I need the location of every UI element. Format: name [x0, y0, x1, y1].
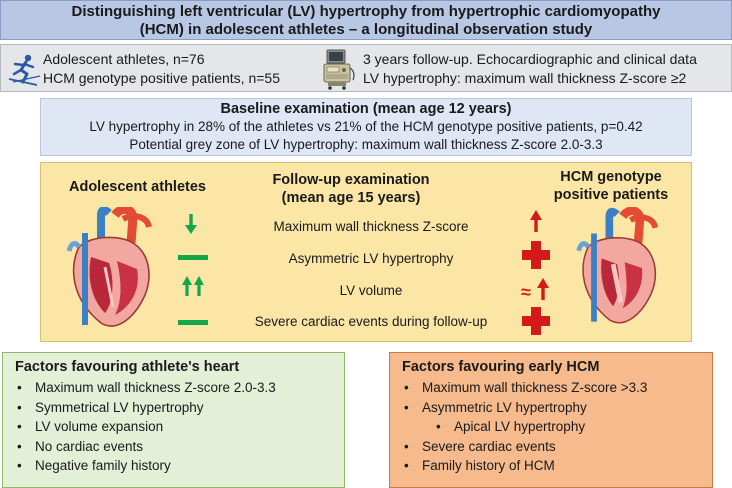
- down-arrow-icon: [184, 213, 198, 235]
- followup-title-line-2: (mean age 15 years): [281, 190, 421, 206]
- list-sub-item: • Apical LV hypertrophy: [402, 417, 712, 437]
- list-item: • Severe cardiac events: [402, 437, 712, 457]
- athlete-factors-box: [2, 352, 345, 488]
- small-up-arrow-icon: [536, 277, 550, 301]
- list-item: • No cardiac events: [15, 437, 344, 457]
- hcm-count: HCM genotype positive patients, n=55: [43, 70, 280, 86]
- param-max-wall-thickness: Maximum wall thickness Z-score: [273, 219, 469, 234]
- baseline-box: [40, 98, 692, 156]
- baseline-title: Baseline examination (mean age 12 years): [220, 101, 512, 117]
- hcm-heart-icon: [571, 207, 663, 329]
- plus-icon: [522, 241, 550, 269]
- echo-machine-icon: [319, 48, 359, 90]
- hcm-factors-title: Factors favouring early HCM: [402, 359, 600, 375]
- study-text: [363, 50, 697, 88]
- followup-box: [40, 162, 692, 342]
- cohort-text: [43, 50, 280, 88]
- followup-duration: 3 years follow-up. Echocardiographic and clinical data: [363, 51, 697, 67]
- double-up-arrow-icon: [182, 275, 204, 297]
- no-events-dash-icon: [178, 320, 208, 326]
- followup-title: [231, 171, 471, 207]
- param-asymmetric-lvh: Asymmetric LV hypertrophy: [288, 251, 454, 266]
- athletes-count: Adolescent athletes, n=76: [43, 51, 205, 67]
- baseline-line-1: LV hypertrophy in 28% of the athletes vs 21% of the HCM genotype positive patients, p=0.42: [89, 119, 643, 134]
- title-line-2: (HCM) in adolescent athletes – a longitudinal observation study: [139, 21, 593, 38]
- list-item: • Maximum wall thickness Z-score 2.0-3.3: [15, 378, 344, 398]
- skier-icon: [7, 52, 41, 86]
- title-line-1: Distinguishing left ventricular (LV) hypertrophy from hypertrophic cardiomyopathy: [71, 3, 661, 20]
- hcm-header-line-2: positive patients: [553, 187, 669, 203]
- athlete-heart-icon: [61, 207, 157, 331]
- title-banner: [0, 0, 732, 40]
- athlete-factors-list: [15, 378, 344, 476]
- study-info-row: [0, 44, 732, 92]
- athletes-column-header: Adolescent athletes: [69, 179, 206, 195]
- hcm-factors-box: [389, 352, 713, 488]
- hcm-column-header: [541, 168, 681, 204]
- hcm-header-line-1: HCM genotype: [560, 169, 662, 185]
- athlete-factors-title: Factors favouring athlete's heart: [15, 359, 240, 375]
- approx-equal-symbol: ≈: [521, 282, 531, 302]
- followup-title-line-1: Follow-up examination: [272, 172, 430, 188]
- list-item: • Negative family history: [15, 456, 344, 476]
- no-change-dash-icon: [178, 255, 208, 261]
- lvh-definition: LV hypertrophy: maximum wall thickness Z-score ≥2: [363, 70, 687, 86]
- baseline-line-2: Potential grey zone of LV hypertrophy: maximum wall thickness Z-score 2.0-3.3: [129, 137, 603, 152]
- list-item: • Asymmetric LV hypertrophy: [402, 398, 712, 418]
- list-item: • Maximum wall thickness Z-score >3.3: [402, 378, 712, 398]
- hcm-factors-list: [402, 378, 712, 476]
- list-item: • Symmetrical LV hypertrophy: [15, 398, 344, 418]
- up-arrow-icon: [529, 209, 543, 233]
- events-plus-icon: [522, 307, 550, 335]
- list-item: • LV volume expansion: [15, 417, 344, 437]
- list-item: • Family history of HCM: [402, 456, 712, 476]
- param-severe-events: Severe cardiac events during follow-up: [254, 314, 488, 329]
- param-lv-volume: LV volume: [339, 283, 403, 298]
